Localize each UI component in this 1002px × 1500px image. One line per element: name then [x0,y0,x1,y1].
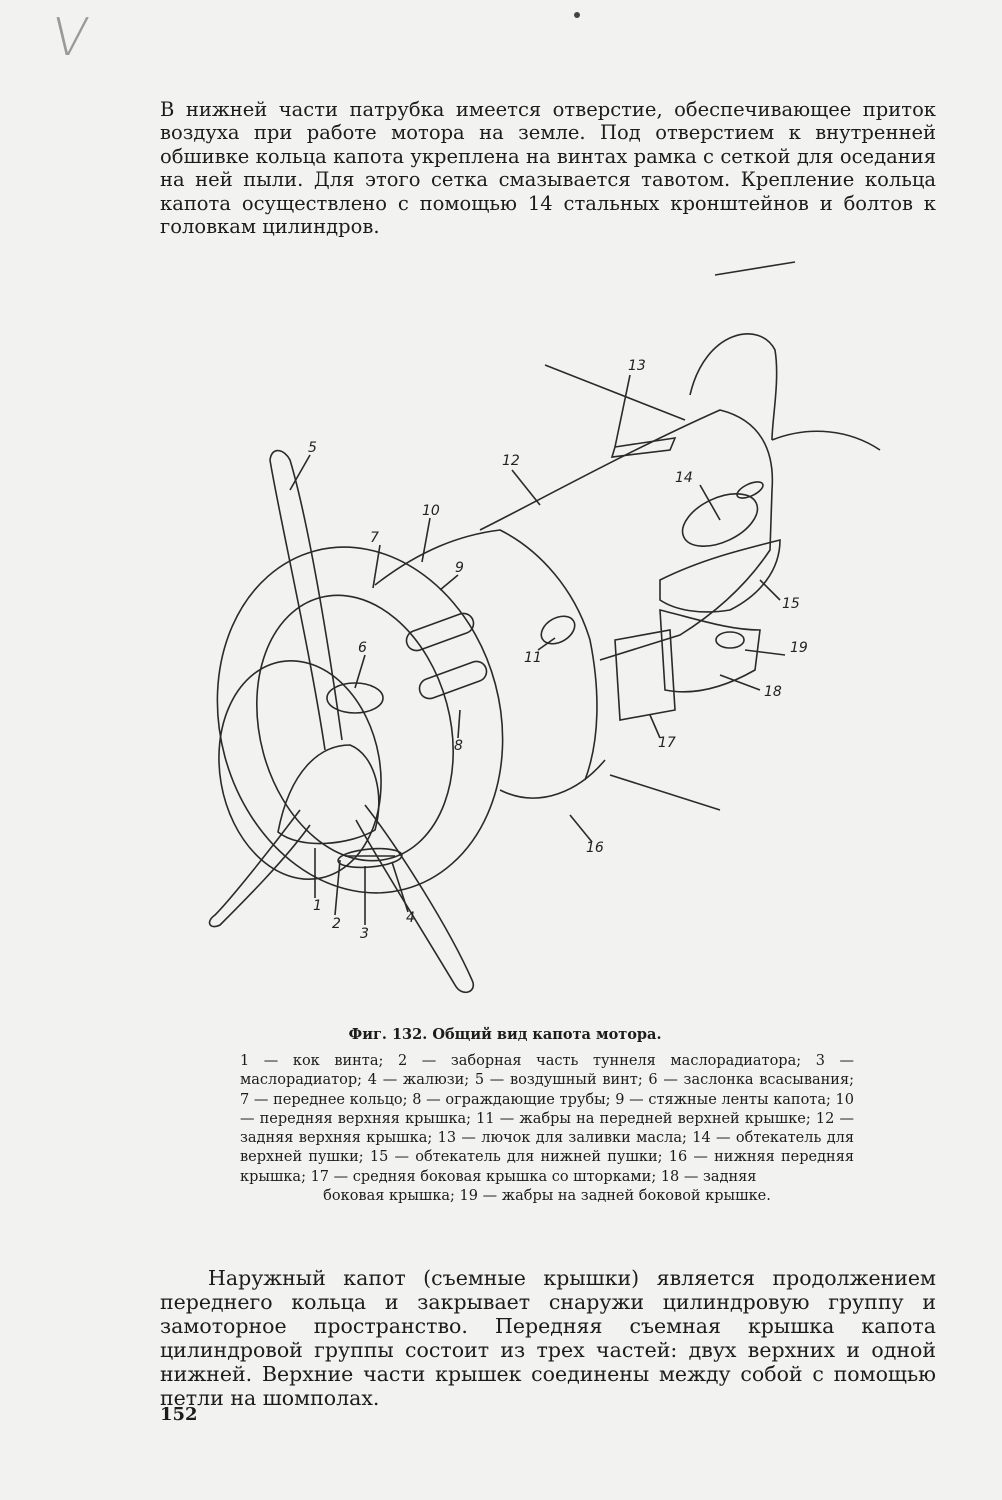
callout-2: 2 [332,916,341,932]
callout-15: 15 [782,596,800,612]
callout-4: 4 [406,910,415,926]
engine-cowling-figure [160,250,920,1010]
figure-caption-title: Фиг. 132. Общий вид капота мотора. [348,1026,662,1043]
callout-3: 3 [360,926,369,942]
callout-6: 6 [358,640,367,656]
callout-11: 11 [524,650,542,666]
intro-paragraph: В нижней части патрубка имеется отверстие, обеспечивающее приток воздуха при работе мотора на земле. Под отверстием к внутренней обшивке кольца капота укреплена на винтах рамка с сеткой для оседания на ней пыли. Для этого сетка смазывается тавотом. Крепление кольца капота осуществлено с помощью 14 стальных кронштейнов и болтов к головкам цилиндров. [160,98,936,239]
page-number: 152 [160,1404,198,1425]
figure-legend [240,1052,854,1206]
callout-17: 17 [658,735,676,751]
callout-7: 7 [370,530,379,546]
callout-14: 14 [675,470,693,486]
legend-text: 1 — кок винта; 2 — заборная часть туннеля маслорадиатора; 3 — маслорадиатор; 4 — жалюзи; 5 — воздушный винт; 6 — заслонка всасывания; 7 — переднее кольцо; 8 — ограждающие трубы; 9 — стяжные ленты капота; 10 — передняя верхняя крышка; 11 — жабры на передней верхней крышке; 12 — задняя верхняя крышка; 13 — лючок для заливки масла; 14 — обтекатель для верхней пушки; 15 — обтекатель для нижней пушки; 16 — нижняя передняя крышка; 17 — средняя боковая крышка со шторками; 18 — задняя [240,1053,854,1185]
callout-12: 12 [502,453,520,469]
page-speck [574,12,580,18]
callout-1: 1 [313,898,322,914]
callout-10: 10 [422,503,440,519]
callout-16: 16 [586,840,604,856]
callout-18: 18 [764,684,782,700]
margin-mark: V [47,8,92,68]
callout-5: 5 [308,440,317,456]
callout-19: 19 [790,640,808,656]
callout-8: 8 [454,738,463,754]
callout-13: 13 [628,358,646,374]
callout-9: 9 [455,560,464,576]
legend-last-line: боковая крышка; 19 — жабры на задней боковой крышке. [323,1188,771,1205]
bottom-paragraph: Наружный капот (съемные крышки) является продолжением переднего кольца и закрывает снаружи цилиндровую группу и замоторное пространство. Передняя съемная крышка капота цилиндровой группы состоит из трех частей: двух верхних и одной нижней. Верхние части крышек соединены между собой с помощью петли на шомполах. [160,1266,936,1410]
